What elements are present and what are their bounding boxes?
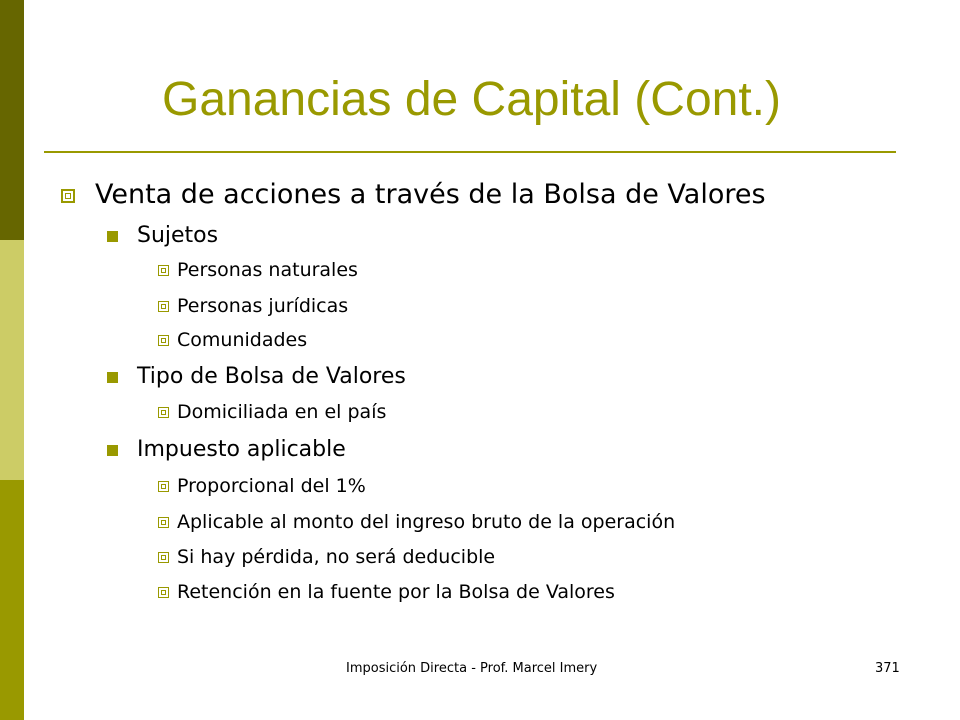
filled-square-bullet-icon [107,231,118,242]
list-item: Domiciliada en el país [177,401,387,423]
list-item: Personas naturales [177,259,358,281]
list-item: Proporcional del 1% [177,475,366,497]
list-item: Si hay pérdida, no será deducible [177,546,496,568]
filled-square-bullet-icon [107,445,118,456]
square-bullet-icon [158,517,169,528]
list-item: Aplicable al monto del ingreso bruto de la operación [177,511,676,533]
main-point: Venta de acciones a través de la Bolsa de Valores [95,179,766,210]
square-bullet-icon [158,265,169,276]
section-heading: Sujetos [137,223,219,248]
section-heading: Tipo de Bolsa de Valores [137,364,406,389]
section-heading: Impuesto aplicable [137,437,346,462]
page-number: 371 [875,661,900,676]
list-item: Comunidades [177,329,308,351]
square-bullet-icon [158,407,169,418]
square-bullet-icon [158,587,169,598]
list-item: Retención en la fuente por la Bolsa de Valores [177,581,615,603]
slide-title: Ganancias de Capital (Cont.) [162,73,781,126]
filled-square-bullet-icon [107,372,118,383]
footer-text: Imposición Directa - Prof. Marcel Imery [346,661,598,676]
square-bullet-icon [158,552,169,563]
square-bullet-icon [158,481,169,492]
square-bullet-icon [158,335,169,346]
square-bullet-icon [61,189,75,203]
list-item: Personas jurídicas [177,295,349,317]
square-bullet-icon [158,301,169,312]
